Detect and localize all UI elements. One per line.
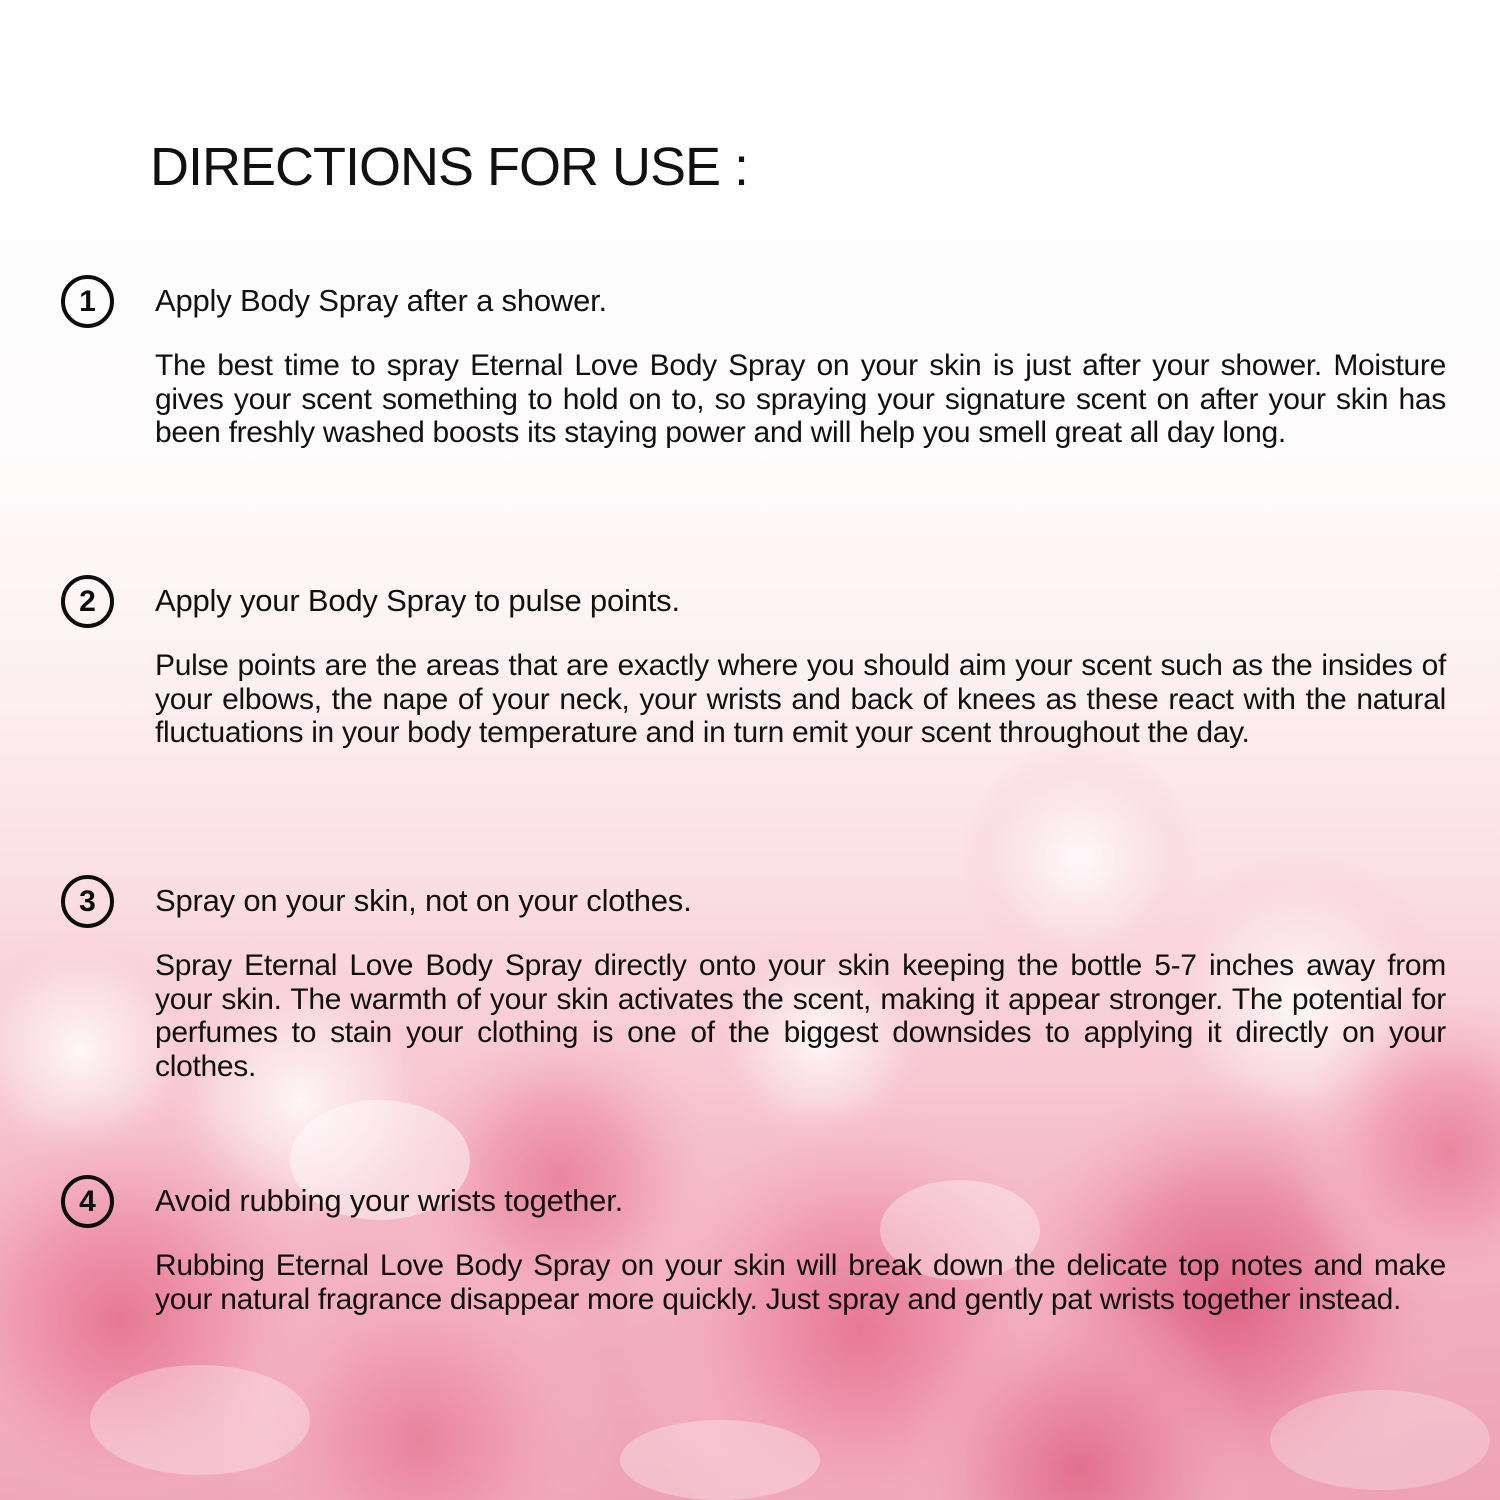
- step-number-badge: 1: [61, 275, 114, 328]
- page-title: DIRECTIONS FOR USE :: [150, 137, 749, 197]
- step-number-badge: 3: [61, 875, 114, 928]
- step-description: The best time to spray Eternal Love Body Spray on your skin is just after your shower. Moisture gives your scent something to hold on to, so spraying your signature scent on after your skin has been freshly washed boosts its staying power and will help you smell great all day long.: [155, 349, 1446, 449]
- step-number-badge: 2: [61, 575, 114, 628]
- step-description: Spray Eternal Love Body Spray directly onto your skin keeping the bottle 5-7 inches away from your skin. The warmth of your skin activates the scent, making it appear stronger. The potential for perfumes to stain your clothing is one of the biggest downsides to applying it directly on your clothes.: [155, 949, 1446, 1083]
- step-heading: Apply your Body Spray to pulse points.: [155, 583, 680, 618]
- step-number-badge: 4: [61, 1175, 114, 1228]
- step-heading: Apply Body Spray after a shower.: [155, 283, 607, 318]
- step-heading: Avoid rubbing your wrists together.: [155, 1183, 624, 1218]
- step-description: Rubbing Eternal Love Body Spray on your skin will break down the delicate top notes and make your natural fragrance disappear more quickly. Just spray and gently pat wrists together instead.: [155, 1249, 1446, 1316]
- step-description: Pulse points are the areas that are exactly where you should aim your scent such as the insides of your elbows, the nape of your neck, your wrists and back of knees as these react with the natural fluctuations in your body temperature and in turn emit your scent throughout the day.: [155, 649, 1446, 749]
- step-heading: Spray on your skin, not on your clothes.: [155, 883, 692, 918]
